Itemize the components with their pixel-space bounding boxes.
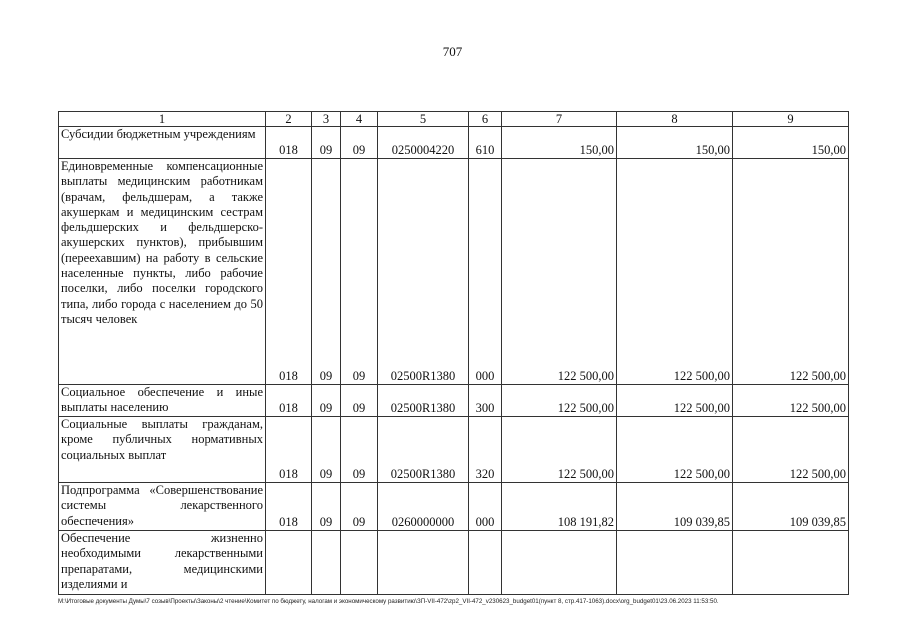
table-row: [59, 127, 849, 159]
cell-expense-type: 300: [469, 385, 502, 417]
column-number-row: [59, 112, 849, 127]
cell-amount-col9: 122 500,00: [733, 159, 849, 385]
cell-amount-col9: 122 500,00: [733, 417, 849, 483]
cell-amount-col8: 109 039,85: [617, 483, 733, 531]
cell-amount-col7: 150,00: [502, 127, 617, 159]
column-header: 5: [378, 112, 469, 127]
cell-expense-type: 000: [469, 483, 502, 531]
cell-expense-type: [469, 531, 502, 595]
cell-amount-col7: [502, 531, 617, 595]
row-name: Единовременные компенсационные выплаты медицинским работникам (врачам, фельдшерам, а также акушеркам и медицинским сестрам фельдшерских и фельдшерско-акушерских пунктов), прибывшим (переехавшим) на работу в сельские населенные пункты, либо рабочие поселки, либо поселки городского типа, либо города с населением до 50 тысяч человек: [59, 159, 266, 385]
cell-section: [312, 531, 341, 595]
row-name: Социальное обеспечение и иные выплаты населению: [59, 385, 266, 417]
cell-ministry-code: 018: [266, 159, 312, 385]
cell-amount-col8: [617, 531, 733, 595]
document-path-footer: M:\Итоговые документы Думы\7 созыв\Проекты\Законы\2 чтение\Комитет по бюджету, налогам и экономическому развитию\ЗП-VII-472\zp2_VII-472_v230623_budget01(пункт 8, стр.417-1063).docx\org_budget01\23.06.2023 11:53:50.: [58, 598, 719, 605]
column-header: 2: [266, 112, 312, 127]
cell-amount-col7: 122 500,00: [502, 385, 617, 417]
cell-target-code: 02500R1380: [378, 385, 469, 417]
cell-subsection: 09: [341, 483, 378, 531]
column-header: 6: [469, 112, 502, 127]
cell-amount-col9: 122 500,00: [733, 385, 849, 417]
cell-subsection: 09: [341, 385, 378, 417]
cell-target-code: 0250004220: [378, 127, 469, 159]
cell-subsection: 09: [341, 159, 378, 385]
row-name: Субсидии бюджетным учреждениям: [59, 127, 266, 159]
cell-section: 09: [312, 385, 341, 417]
cell-section: 09: [312, 483, 341, 531]
table-row: [59, 531, 849, 595]
cell-expense-type: 320: [469, 417, 502, 483]
table-row: [59, 385, 849, 417]
cell-ministry-code: 018: [266, 127, 312, 159]
cell-section: 09: [312, 159, 341, 385]
row-name: Обеспечение жизненно необходимыми лекарственными препаратами, медицинскими изделиями и: [59, 531, 266, 595]
budget-table: [58, 111, 849, 595]
cell-amount-col9: 150,00: [733, 127, 849, 159]
cell-amount-col7: 108 191,82: [502, 483, 617, 531]
table-row: [59, 159, 849, 385]
cell-expense-type: 610: [469, 127, 502, 159]
cell-ministry-code: 018: [266, 483, 312, 531]
table-row: [59, 483, 849, 531]
cell-subsection: 09: [341, 127, 378, 159]
cell-section: 09: [312, 127, 341, 159]
row-name: Социальные выплаты гражданам, кроме публичных нормативных социальных выплат: [59, 417, 266, 483]
cell-amount-col8: 122 500,00: [617, 385, 733, 417]
cell-target-code: [378, 531, 469, 595]
cell-subsection: 09: [341, 417, 378, 483]
column-header: 4: [341, 112, 378, 127]
cell-amount-col8: 122 500,00: [617, 159, 733, 385]
cell-section: 09: [312, 417, 341, 483]
cell-ministry-code: 018: [266, 385, 312, 417]
cell-target-code: 0260000000: [378, 483, 469, 531]
cell-amount-col9: 109 039,85: [733, 483, 849, 531]
row-name: Подпрограмма «Совершенствование системы лекарственного обеспечения»: [59, 483, 266, 531]
cell-amount-col8: 122 500,00: [617, 417, 733, 483]
cell-subsection: [341, 531, 378, 595]
column-header: 1: [59, 112, 266, 127]
cell-expense-type: 000: [469, 159, 502, 385]
table-row: [59, 417, 849, 483]
column-header: 8: [617, 112, 733, 127]
cell-amount-col7: 122 500,00: [502, 417, 617, 483]
cell-amount-col7: 122 500,00: [502, 159, 617, 385]
page-number: 707: [442, 44, 463, 59]
column-header: 3: [312, 112, 341, 127]
cell-ministry-code: [266, 531, 312, 595]
cell-amount-col9: [733, 531, 849, 595]
cell-amount-col8: 150,00: [617, 127, 733, 159]
column-header: 7: [502, 112, 617, 127]
cell-target-code: 02500R1380: [378, 159, 469, 385]
cell-ministry-code: 018: [266, 417, 312, 483]
cell-target-code: 02500R1380: [378, 417, 469, 483]
column-header: 9: [733, 112, 849, 127]
